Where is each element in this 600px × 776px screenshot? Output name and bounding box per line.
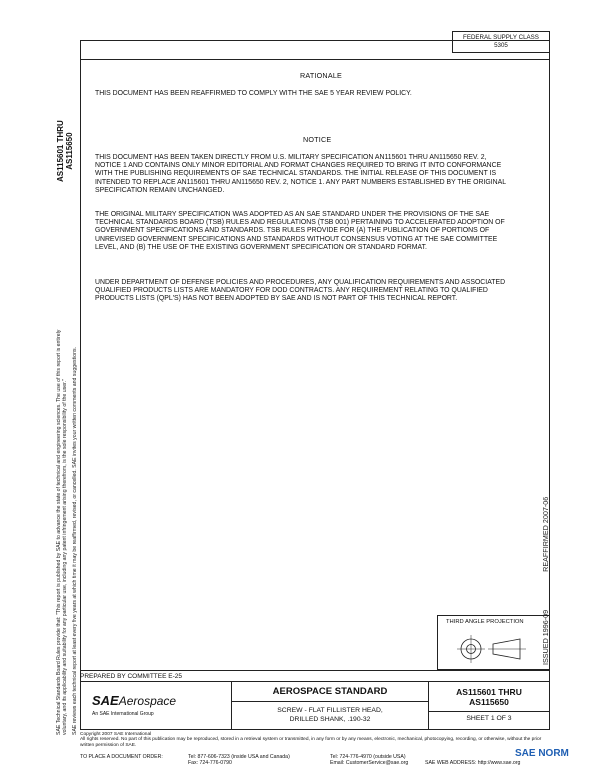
rationale-title: RATIONALE [300, 71, 343, 80]
reaffirmed-date: REAFFIRMED 2007-06 [541, 496, 550, 572]
doc-number-line1: AS115601 THRU [456, 687, 522, 697]
prepared-by: PREPARED BY COMMITTEE E-25 [80, 673, 182, 680]
notice-paragraph-3: UNDER DEPARTMENT OF DEFENSE POLICIES AND PROCEDURES, ANY QUALIFICATION REQUIREMENTS AND ASSOCIATED QUALIFIED PRODUCTS LISTS ARE MANDATORY FOR DOD CONTRACTS. ANY REQUIREMENT RELATING TO QUALIFIED PRODUCTS LISTS (QPL'S) HAS NOT BEEN ADOPTED BY SAE AND IS NOT PART OF THIS TECHNICAL REPORT. [95, 279, 506, 303]
watermark-logo: SAE NORM [515, 748, 569, 759]
logo-aerospace-text: Aerospace [118, 694, 177, 708]
tel-inside-usa: Tel: 877-606-7323 (inside USA and Canada) [188, 754, 290, 760]
copyright-line: Copyright 2007 SAE International [80, 732, 152, 737]
doc-number-box [428, 681, 550, 730]
federal-supply-class-box [452, 31, 550, 53]
projection-label: THIRD ANGLE PROJECTION [446, 619, 524, 625]
part-title-line1: SCREW - FLAT FILLISTER HEAD, [277, 707, 383, 714]
tel-outside-usa: Tel: 724-776-4970 (outside USA) [330, 754, 406, 760]
web-address[interactable]: SAE WEB ADDRESS: http://www.sae.org [425, 760, 521, 766]
fax: Fax: 724-776-0790 [188, 760, 232, 766]
rights-line: All rights reserved. No part of this publication may be reproduced, stored in a retrieval system or transmitted, in any form or by any means, electronic, mechanical, photocopying, recording, or otherwise, without the prior written permission of SAE. [80, 737, 542, 748]
federal-supply-class-value: 5305 [494, 42, 508, 49]
legal-line-3: SAE reviews each technical report at least every five years at which time it may be reaffirmed, revised, or cancelled. SAE invites your written comments and suggestions. [72, 347, 79, 735]
part-title-line2: DRILLED SHANK, .190-32 [289, 716, 371, 723]
legal-line-1: SAE Technical Standards Board Rules provide that: "This report is published by SAE to advance the state of technical and engineering sciences. The use of this report is entirely [56, 329, 62, 735]
standard-box [231, 681, 429, 730]
sidebar-legal-text [56, 330, 79, 735]
order-contacts-2 [330, 754, 408, 766]
notice-title: NOTICE [303, 135, 332, 144]
order-contacts [188, 754, 290, 766]
sheet-number: SHEET 1 OF 3 [466, 715, 512, 722]
projection-box [437, 615, 550, 670]
logo-tagline: An SAE International Group [92, 711, 154, 717]
legal-line-2: voluntary, and its applicability and suitability for any particular use, including any patent infringement arising therefrom, is the sole responsibility of the user." [62, 379, 69, 735]
sidebar-doc-title-line1: AS115601 THRU [56, 120, 65, 182]
logo-box [80, 681, 232, 730]
doc-number-line2: AS115650 [469, 697, 509, 707]
sae-aerospace-logo [92, 692, 176, 717]
notice-paragraph-1: THIS DOCUMENT HAS BEEN TAKEN DIRECTLY FROM U.S. MILITARY SPECIFICATION AN115601 THRU AN115650 REV. 2, NOTICE 1 AND CONTAINS ONLY MINOR EDITORIAL AND FORMAT CHANGES REQUIRED TO BRING IT INTO CONFORMANCE WITH THE PUBLISHING REQUIREMENTS OF SAE TECHNICAL STANDARDS. THE INITIAL RELEASE OF THIS DOCUMENT IS INTENDED TO REPLACE AN115601 THRU AN115650 REV. 2, NOTICE 1. ANY PART NUMBERS ESTABLISHED BY THE ORIGINAL SPECIFICATION REMAIN UNCHANGED. [95, 154, 506, 194]
sidebar-doc-title-line2: AS115650 [65, 132, 74, 170]
third-angle-projection-symbol [438, 627, 551, 671]
federal-supply-class-label: FEDERAL SUPPLY CLASS [463, 34, 539, 41]
sidebar-doc-title [56, 120, 74, 182]
issued-date: ISSUED 1996-09 [541, 609, 550, 665]
footer-copyright [80, 732, 550, 748]
logo-sae-text: SAE [92, 693, 119, 708]
notice-paragraph-2: THE ORIGINAL MILITARY SPECIFICATION WAS ADOPTED AS AN SAE STANDARD UNDER THE PROVISIONS OF THE SAE TECHNICAL STANDARDS BOARD (TSB) RULES AND REGULATIONS (TSB 001) PERTAINING TO ACCELERATED ADOPTION OF GOVERNMENT SPECIFICATIONS AND STANDARDS. TSB RULES PROVIDE FOR (A) THE PUBLICATION OF PORTIONS OF UNREVISED GOVERNMENT SPECIFICATIONS AND STANDARDS WITHOUT CONSENSUS VOTING AT THE SAE COMMITTEE LEVEL, AND (B) THE USE OF THE EXISTING GOVERNMENT SPECIFICATION OR STANDARD FORMAT. [95, 211, 505, 251]
standard-label: AEROSPACE STANDARD [272, 686, 388, 697]
rationale-text: THIS DOCUMENT HAS BEEN REAFFIRMED TO COMPLY WITH THE SAE 5 YEAR REVIEW POLICY. [95, 90, 412, 97]
order-label: TO PLACE A DOCUMENT ORDER: [80, 754, 163, 760]
email: Email: CustomerService@sae.org [330, 760, 409, 766]
